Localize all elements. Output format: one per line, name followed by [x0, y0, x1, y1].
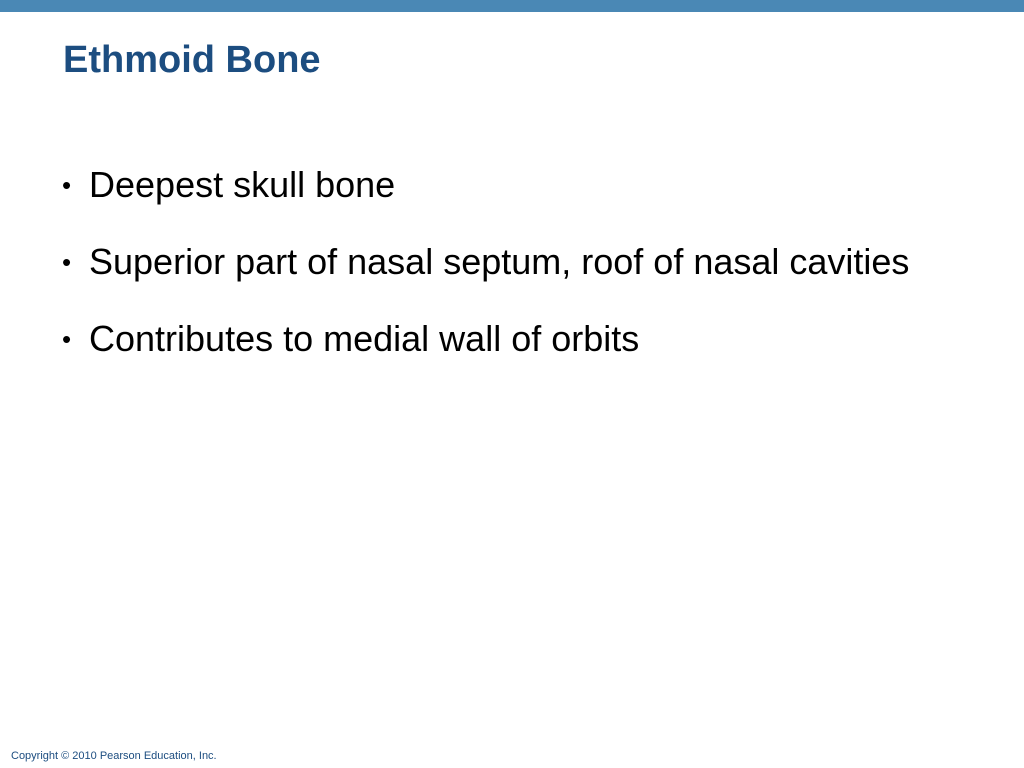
bullet-list: [62, 160, 942, 391]
copyright-footer: Copyright © 2010 Pearson Education, Inc.: [11, 750, 217, 762]
bullet-text: Superior part of nasal septum, roof of nasal cavities: [89, 241, 910, 282]
bullet-text: Contributes to medial wall of orbits: [89, 318, 640, 359]
bullet-icon: •: [62, 324, 72, 354]
slide-title: Ethmoid Bone: [63, 39, 321, 81]
bullet-text: Deepest skull bone: [89, 164, 396, 205]
bullet-item-orbits: [62, 314, 942, 364]
bullet-item-deepest: [62, 160, 942, 210]
top-accent-bar: [0, 0, 1024, 12]
bullet-item-nasal-septum: [62, 237, 942, 287]
bullet-icon: •: [62, 247, 72, 277]
bullet-icon: •: [62, 170, 72, 200]
